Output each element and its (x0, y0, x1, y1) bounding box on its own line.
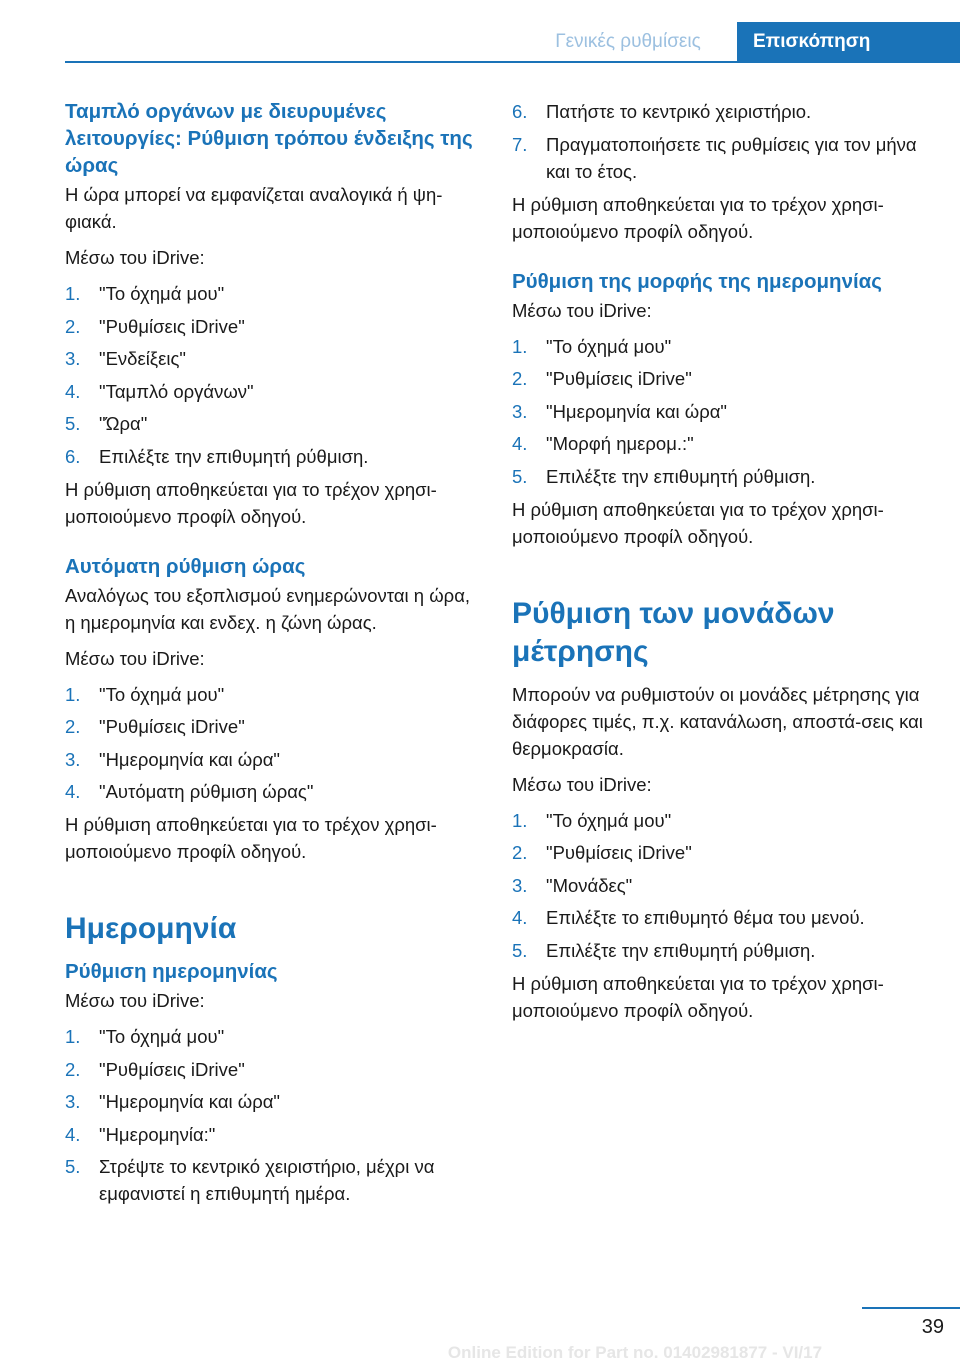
list-item: 2. "Ρυθμίσεις iDrive" (65, 1058, 245, 1080)
steps-list (512, 333, 932, 490)
paragraph: Μέσω του iDrive: (512, 299, 652, 321)
section-title-set-date: Ρύθμιση ημερομηνίας (65, 960, 278, 983)
tab-general-settings[interactable]: Γενικές ρυθμίσεις (555, 31, 701, 52)
list-item: 4. Επιλέξτε το επιθυμητό θέμα του μενού. (512, 907, 865, 928)
chapter-title-units: Ρύθμιση των μονάδων μέτρησης (512, 596, 835, 668)
page-number: 39 (921, 1316, 944, 1338)
list-item: 4. "Μορφή ημερομ.:" (512, 433, 694, 454)
section-title-auto-time: Αυτόματη ρύθμιση ώρας (65, 554, 306, 578)
list-item: 6. Επιλέξτε την επιθυμητή ρύθμιση. (65, 445, 369, 467)
list-item: 5. Στρέψτε το κεντρικό χειριστήριο, μέχρι να εμφανιστεί η επιθυμητή ημέρα. (65, 1156, 435, 1204)
list-item: 3. "Ενδείξεις" (65, 348, 186, 369)
paragraph: Μέσω του iDrive: (512, 773, 652, 795)
list-item: 1. "Το όχημά μου" (512, 809, 672, 831)
paragraph: Η ρύθμιση αποθηκεύεται για το τρέχον χρησι-μοποιούμενο προφίλ οδηγού. (512, 498, 884, 547)
paragraph: Μπορούν να ρυθμιστούν οι μονάδες μέτρησης για διάφορες τιμές, π.χ. κατανάλωση, αποστά-σεις και θερμοκρασία. (512, 683, 923, 759)
tab-overview[interactable]: Επισκόπηση (737, 22, 960, 62)
list-item: 3. "Μονάδες" (512, 874, 633, 896)
paragraph: Η ώρα μπορεί να εμφανίζεται αναλογικά ή ψη-φιακά. (65, 184, 443, 232)
paragraph: Η ρύθμιση αποθηκεύεται για το τρέχον χρησι-μοποιούμενο προφίλ οδηγού. (65, 478, 437, 527)
section-title-instrument-time: Ταμπλό οργάνων με διευρυμένες λειτουργίες: Ρύθμιση τρόπου ένδειξης της ώρας (65, 100, 473, 177)
list-item: 6. Πατήστε το κεντρικό χειριστήριο. (512, 101, 812, 122)
steps-list (65, 280, 480, 470)
footer-divider (862, 1307, 960, 1309)
list-item: 5. "Ώρα" (65, 413, 148, 434)
section-title-date-format: Ρύθμιση της μορφής της ημερομηνίας (512, 269, 882, 293)
list-item: 4. "Αυτόματη ρύθμιση ώρας" (65, 781, 314, 802)
right-column (512, 98, 932, 1033)
list-item: 2. "Ρυθμίσεις iDrive" (65, 716, 245, 737)
chapter-title-date: Ημερομηνία (65, 912, 237, 945)
header-divider (65, 61, 960, 63)
list-item: 1. "Το όχημά μου" (65, 1026, 225, 1047)
paragraph: Μέσω του iDrive: (65, 990, 205, 1011)
list-item: 1. "Το όχημά μου" (65, 683, 225, 705)
list-item: 3. "Ημερομηνία και ώρα" (65, 1091, 280, 1112)
list-item: 1. "Το όχημά μου" (512, 335, 672, 357)
edition-watermark: Online Edition for Part no. 01402981877 - VI/17 (447, 1343, 823, 1362)
steps-list (512, 807, 932, 964)
list-item: 5. Επιλέξτε την επιθυμητή ρύθμιση. (512, 465, 816, 487)
paragraph: Αναλόγως του εξοπλισμού ενημερώνονται η ώρα, η ημερομηνία και ενδεχ. η ζώνη ώρας. (65, 584, 471, 633)
steps-list (512, 98, 932, 185)
paragraph: Μέσω του iDrive: (65, 247, 205, 268)
list-item: 2. "Ρυθμίσεις iDrive" (512, 842, 692, 863)
steps-list (65, 1023, 480, 1207)
list-item: 2. "Ρυθμίσεις iDrive" (512, 368, 692, 389)
list-item: 1. "Το όχημά μου" (65, 283, 225, 304)
left-column (65, 98, 480, 1213)
list-item: 5. Επιλέξτε την επιθυμητή ρύθμιση. (512, 939, 816, 961)
list-item: 3. "Ημερομηνία και ώρα" (512, 400, 727, 422)
list-item: 2. "Ρυθμίσεις iDrive" (65, 315, 245, 337)
list-item: 7. Πραγματοποιήσετε τις ρυθμίσεις για τον μήνα και το έτος. (512, 133, 917, 182)
list-item: 3. "Ημερομηνία και ώρα" (65, 748, 280, 770)
list-item: 4. "Ημερομηνία:" (65, 1123, 216, 1145)
paragraph: Η ρύθμιση αποθηκεύεται για το τρέχον χρησι-μοποιούμενο προφίλ οδηγού. (65, 814, 437, 862)
list-item: 4. "Ταμπλό οργάνων" (65, 380, 254, 402)
paragraph: Μέσω του iDrive: (65, 647, 205, 669)
paragraph: Η ρύθμιση αποθηκεύεται για το τρέχον χρησι-μοποιούμενο προφίλ οδηγού. (512, 972, 884, 1021)
paragraph: Η ρύθμιση αποθηκεύεται για το τρέχον χρησι-μοποιούμενο προφίλ οδηγού. (512, 193, 884, 242)
steps-list (65, 681, 480, 806)
